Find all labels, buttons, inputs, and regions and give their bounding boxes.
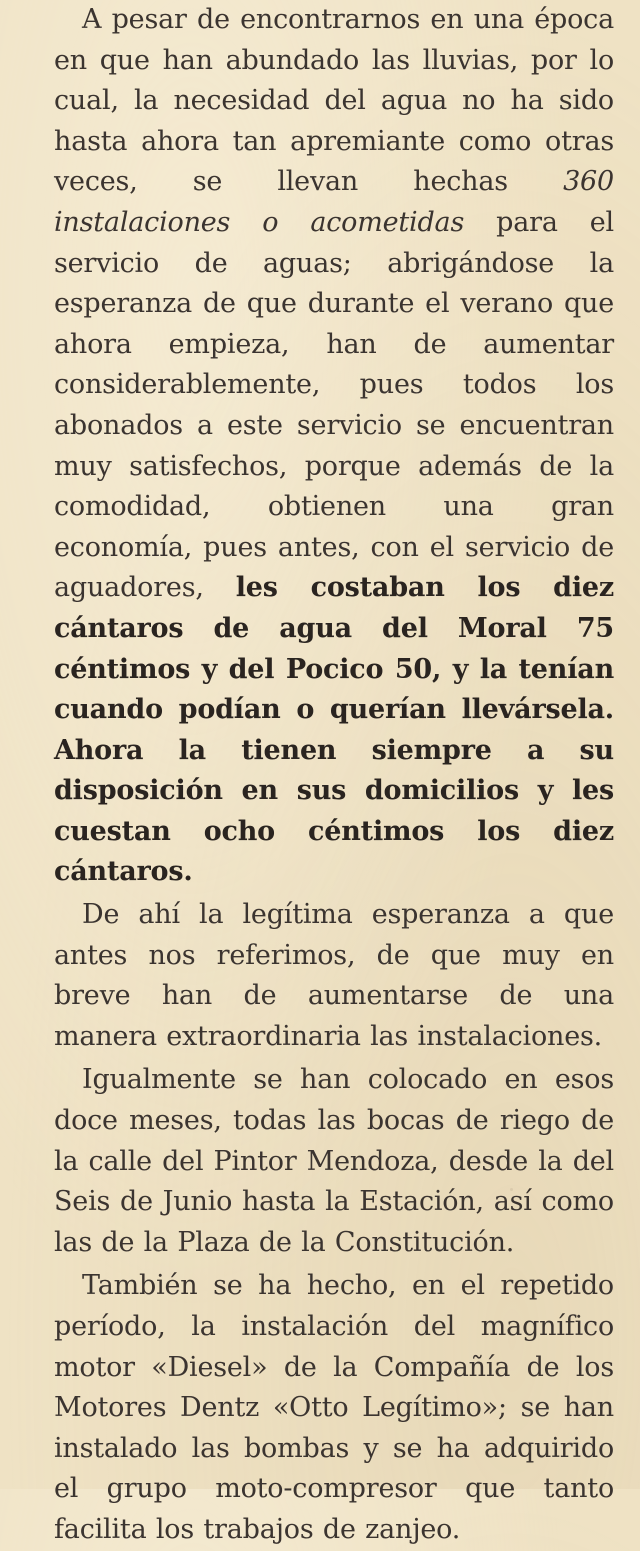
paragraph-4 (54, 1266, 614, 1550)
paper-speck (62, 832, 66, 836)
installations-count-italic: 360 instalaciones o acometidas (54, 166, 614, 238)
paper-speck (510, 1188, 513, 1191)
paragraph-1-text: A pesar de encontrarnos en una época en que han abundado las lluvias, por lo cual, la necesidad del agua no ha sido hasta ahora tan apremiante como otras veces, se llevan hechas (54, 4, 614, 198)
paragraph-2 (54, 895, 614, 1057)
paper-speck (370, 790, 373, 793)
price-comparison-bold: les costaban los diez cántaros de agua del Moral 75 céntimos y del Pocico 50, y la tenían cuando podían o querían llevársela. Ahora la tienen siempre a su disposición en sus domicilios y les cuestan ocho céntimos los diez cántaros. (54, 572, 614, 888)
paragraph-3-text: Igualmente se han colocado en esos doce meses, todas las bocas de riego de la calle del Pintor Mendoza, desde la del Seis de Junio hasta la Estación, así como las de la Plaza de la Constitución. (54, 1064, 614, 1258)
paragraph-3 (54, 1060, 614, 1263)
paragraph-2-text: De ahí la legítima esperanza a que antes nos referimos, de que muy en breve han de aumentarse de una manera extraordinaria las instalaciones. (54, 899, 614, 1052)
paragraph-4-text: También se ha hecho, en el repetido período, la instalación del magnífico motor «Diesel» de la Compañía de los Motores Dentz «Otto Legítimo»; se han instalado las bombas y se ha adquirido el grupo moto-compresor que tanto facilita los trabajos de zanjeo. (54, 1270, 614, 1545)
paragraph-1-text-continued: para el servicio de aguas; abrigándose la esperanza de que durante el verano que ahora empieza, han de aumentar considerablemente, pues todos los abonados a este servicio se encuentran muy satisfechos, porque además de la comodidad, obtienen una gran economía, pues antes, con el servicio de aguadores, (54, 206, 614, 604)
paragraph-1 (54, 0, 614, 893)
